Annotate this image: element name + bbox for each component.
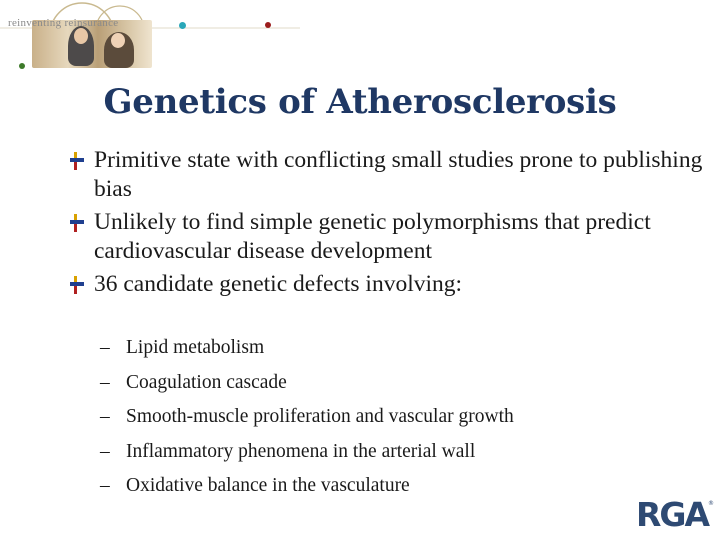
sub-bullet-item — [100, 435, 700, 470]
person-face — [111, 33, 125, 48]
tagline: reinventing reinsurance — [8, 17, 119, 29]
person-face — [74, 28, 88, 44]
bullet-item — [68, 146, 708, 204]
sub-bullet-item — [100, 366, 700, 401]
stacked-bar-bullet-icon — [70, 214, 86, 232]
stacked-bar-bullet-icon — [70, 152, 86, 170]
bullet-text: 36 candidate genetic defects involving: — [94, 271, 463, 297]
sub-bullet-text: Coagulation cascade — [126, 371, 287, 393]
sub-bullet-list — [100, 331, 700, 504]
sub-bullet-text: Inflammatory phenomena in the arterial wall — [126, 440, 476, 462]
bullet-list — [68, 146, 708, 303]
dash-marker: – — [100, 406, 110, 427]
dash-marker: – — [100, 475, 110, 496]
bullet-item — [68, 270, 708, 299]
green-dot — [19, 63, 25, 69]
sub-bullet-item — [100, 400, 700, 435]
sub-bullet-item — [100, 469, 700, 504]
bullet-text: Primitive state with conflicting small studies prone to publishing bias — [94, 147, 703, 202]
dash-marker: – — [100, 337, 110, 358]
red-dot — [265, 22, 271, 28]
bullet-text: Unlikely to find simple genetic polymorphisms that predict cardiovascular disease development — [94, 209, 651, 264]
dash-marker: – — [100, 440, 110, 462]
slide-title: Genetics of Atherosclerosis — [103, 82, 617, 122]
stacked-bar-bullet-icon — [70, 276, 86, 294]
dash-marker: – — [100, 371, 110, 393]
bullet-item — [68, 208, 708, 266]
rga-logo: RGA — [636, 495, 709, 534]
sub-bullet-text: Oxidative balance in the vasculature — [126, 475, 410, 496]
sub-bullet-text: Lipid metabolism — [126, 337, 265, 358]
sub-bullet-item — [100, 331, 700, 366]
sub-bullet-text: Smooth-muscle proliferation and vascular growth — [126, 406, 514, 427]
registered-mark: ® — [708, 500, 714, 507]
teal-dot — [179, 22, 186, 29]
header-banner — [0, 0, 300, 80]
